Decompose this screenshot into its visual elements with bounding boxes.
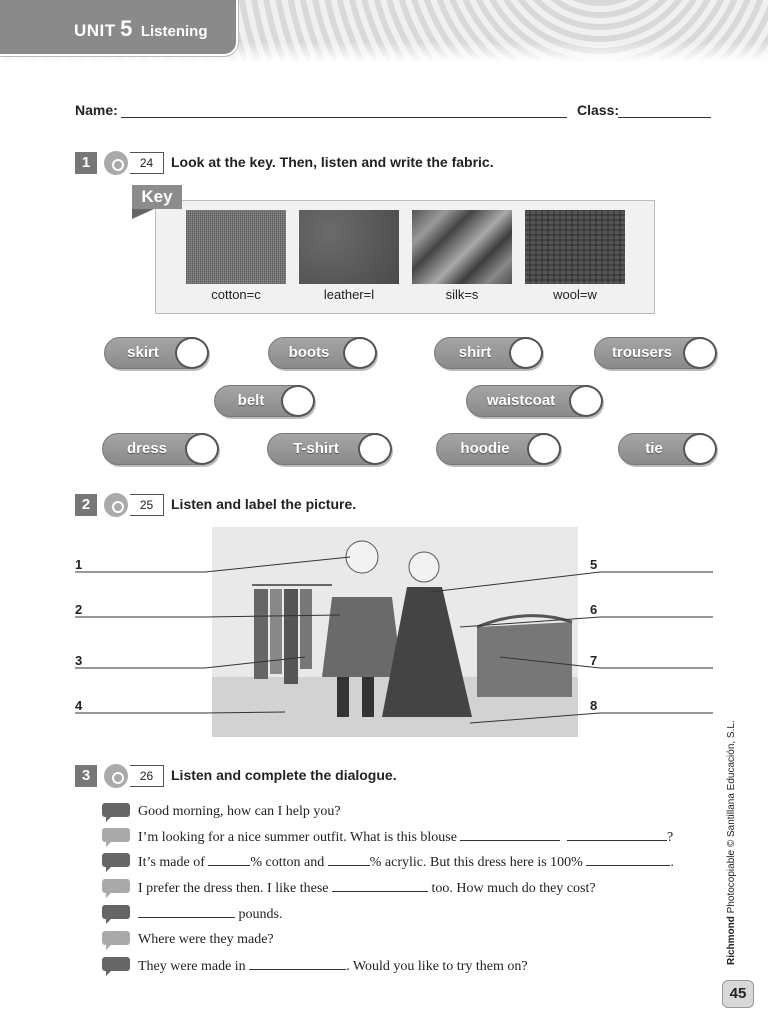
clothing-item: belt <box>214 385 314 417</box>
key-label: Key <box>132 185 182 209</box>
clothing-item: trousers <box>594 337 716 369</box>
label-number: 2 <box>75 602 83 617</box>
label-number: 5 <box>590 557 598 572</box>
clothing-item: T-shirt <box>267 433 391 465</box>
dialogue-line: pounds. <box>138 906 282 923</box>
name-label: Name: <box>75 102 118 118</box>
exercise-number: 2 <box>75 494 97 516</box>
fabric-caption: cotton=c <box>211 287 261 302</box>
exercise-instruction: Look at the key. Then, listen and write the fabric. <box>171 154 494 170</box>
label-number: 1 <box>75 557 83 572</box>
clothing-item: boots <box>268 337 376 369</box>
answer-blank[interactable] <box>328 854 370 866</box>
dialogue-line: Good morning, how can I help you? <box>138 804 341 819</box>
copyright-note <box>726 720 737 965</box>
exercise-instruction: Listen and complete the dialogue. <box>171 767 397 783</box>
class-label: Class: <box>577 102 620 118</box>
speech-bubble-icon <box>102 828 130 842</box>
clothing-item: shirt <box>434 337 542 369</box>
clothing-item: waistcoat <box>466 385 602 417</box>
label-number: 3 <box>75 653 83 668</box>
answer-blank[interactable] <box>138 906 235 918</box>
unit-number: 5 <box>120 16 133 41</box>
speech-bubble-icon <box>102 803 130 817</box>
dialogue-line: They were made in . Would you like to try them on? <box>138 959 528 974</box>
speech-bubble-icon <box>102 853 130 867</box>
track-number: 24 <box>130 152 164 174</box>
clothing-item: tie <box>618 433 716 465</box>
unit-word: UNIT <box>74 21 116 40</box>
clothing-item: hoodie <box>436 433 560 465</box>
answer-blank[interactable] <box>249 958 346 970</box>
label-number: 4 <box>75 698 83 713</box>
dialogue-line: Where were they made? <box>138 932 274 947</box>
fabric-caption: wool=w <box>553 287 597 302</box>
exercise-number: 1 <box>75 152 97 174</box>
clothing-item: dress <box>102 433 218 465</box>
clothing-item: skirt <box>104 337 208 369</box>
dialogue-line: It’s made of % cotton and % acrylic. But this dress here is 100% . <box>138 855 674 870</box>
speech-bubble-icon <box>102 957 130 971</box>
track-number: 25 <box>130 494 164 516</box>
speech-bubble-icon <box>102 879 130 893</box>
page-number: 45 <box>722 980 754 1008</box>
label-number: 7 <box>590 653 598 668</box>
speech-bubble-icon <box>102 931 130 945</box>
section-title: Listening <box>140 23 208 40</box>
answer-blank[interactable] <box>332 880 428 892</box>
answer-blank[interactable] <box>460 829 560 841</box>
label-number: 8 <box>590 698 598 713</box>
cd-icon <box>104 764 128 788</box>
answer-blank[interactable] <box>586 854 670 866</box>
fabric-caption: silk=s <box>445 287 479 302</box>
answer-blank[interactable] <box>208 854 250 866</box>
dialogue-line: I prefer the dress then. I like these too. How much do they cost? <box>138 881 596 896</box>
label-number: 6 <box>590 602 598 617</box>
copyright-text: Photocopiable © Santillana Educación, S.L. <box>726 720 737 914</box>
exercise-number: 3 <box>75 765 97 787</box>
speech-bubble-icon <box>102 905 130 919</box>
publisher-name: Richmond <box>726 916 737 965</box>
exercise-instruction: Listen and label the picture. <box>171 496 357 512</box>
dialogue-line: I’m looking for a nice summer outfit. What is this blouse ? <box>138 830 674 845</box>
answer-blank[interactable] <box>567 829 667 841</box>
fabric-caption: leather=l <box>323 287 375 302</box>
track-number: 26 <box>130 765 164 787</box>
